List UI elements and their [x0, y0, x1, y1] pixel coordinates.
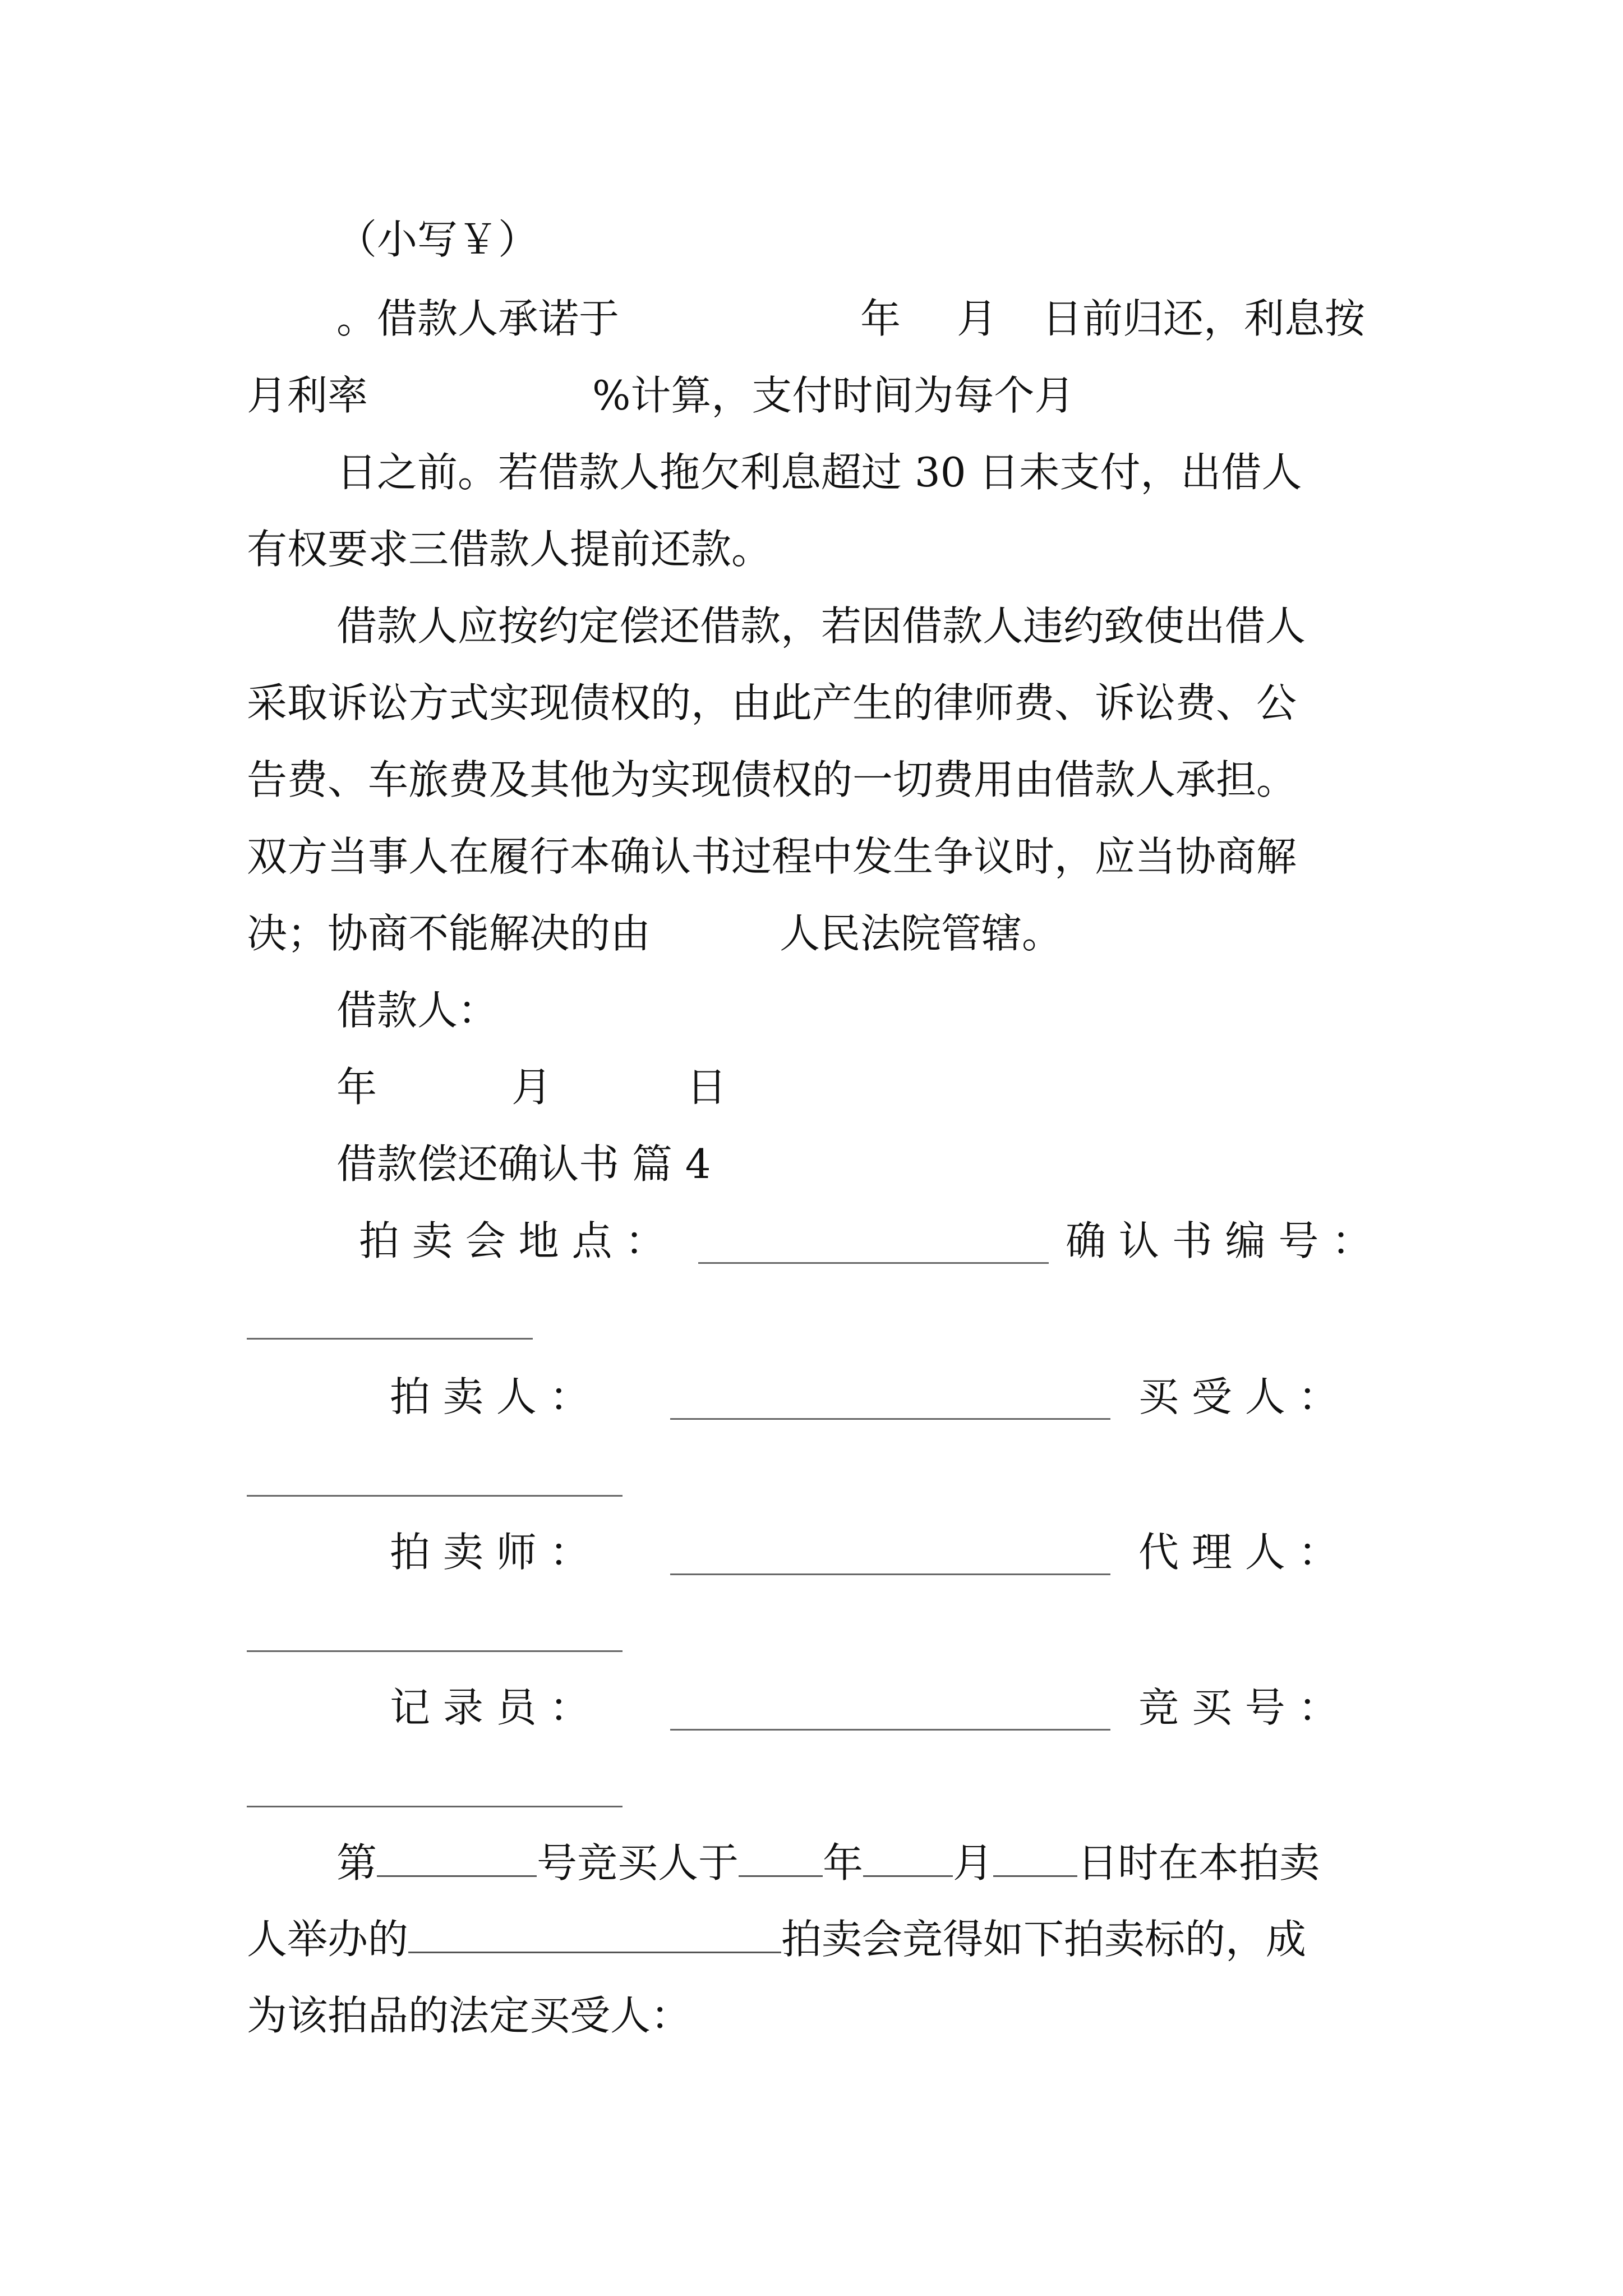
repay-para-line-2 — [247, 678, 1297, 728]
date-month-label: 月 — [511, 1064, 552, 1111]
promise-year-label: 年 — [860, 295, 901, 342]
rate-line — [247, 370, 1075, 421]
auction-master-row — [390, 1527, 590, 1577]
venue-row — [359, 1216, 665, 1266]
statement-3: 为该拍品的法定买受人： — [247, 1992, 691, 2039]
repay-text-1: 借款人应按约定偿还借款，若因借款人违约致使出借人 — [336, 602, 1306, 650]
before-line-2 — [247, 524, 772, 574]
statement-month-blank — [863, 1842, 953, 1877]
auction-venue-blank — [698, 1262, 1049, 1264]
dispute-para-line-1 — [247, 831, 1297, 882]
statement-line-2 — [247, 1914, 1306, 1964]
section-heading-text: 借款偿还确认书 篇 4 — [336, 1140, 711, 1188]
repay-text-2: 采取诉讼方式实现债权的，由此产生的律师费、诉讼费、公 — [247, 679, 1297, 726]
bid-no-label: 竞 买 号 ： — [1138, 1684, 1339, 1731]
borrower-signature-line — [336, 985, 498, 1036]
recorder-blank — [670, 1729, 1110, 1731]
date-line — [336, 1062, 727, 1112]
dispute-text-2a: 决；协商不能解决的由 — [247, 910, 651, 957]
before-line-1 — [336, 447, 1302, 498]
repay-text-3: 告费、车旅费及其他为实现债权的一切费用由借款人承担。 — [247, 756, 1297, 803]
statement-2b: 拍卖会竞得如下拍卖标的，成 — [781, 1916, 1307, 1963]
statement-line-1 — [336, 1838, 1320, 1888]
repay-para-line-1 — [336, 601, 1306, 651]
promise-text-b: 日前归还，利息按 — [1042, 295, 1366, 342]
recorder-label: 记 录 员 ： — [390, 1684, 590, 1731]
statement-2a: 人举办的 — [247, 1916, 409, 1963]
bid-no-row — [1138, 1682, 1339, 1733]
borrower-label: 借款人： — [336, 987, 499, 1034]
promise-text-a: 。借款人承诺于 — [336, 295, 620, 342]
before-text-a: 日之前。若借款人拖欠利息超过 30 日未支付，出借人 — [336, 449, 1302, 496]
statement-1c: 年 — [823, 1839, 864, 1887]
before-text-b: 有权要求三借款人提前还款。 — [247, 526, 772, 573]
auctioneer-label: 拍 卖 人 ： — [390, 1373, 590, 1420]
bid-no-blank — [247, 1806, 623, 1807]
auction-master-blank — [670, 1573, 1110, 1575]
promise-line — [336, 293, 1365, 344]
agent-row — [1138, 1527, 1339, 1577]
statement-1b: 号竞买人于 — [537, 1839, 739, 1887]
auction-name-blank — [408, 1918, 781, 1953]
confirmation-no-row — [1066, 1216, 1372, 1266]
agent-label: 代 理 人 ： — [1138, 1529, 1339, 1576]
repay-para-line-3 — [247, 754, 1297, 805]
buyer-blank — [247, 1495, 623, 1497]
auction-venue-label: 拍 卖 会 地 点 ： — [359, 1217, 666, 1264]
lowercase-amount-text: （小写￥） — [336, 216, 539, 263]
agent-blank — [247, 1650, 623, 1652]
statement-line-3 — [247, 1990, 691, 2041]
lowercase-amount-line — [336, 214, 538, 265]
dispute-text-2b: 人民法院管辖。 — [780, 910, 1063, 957]
date-day-label: 日 — [686, 1064, 727, 1111]
auctioneer-row — [390, 1372, 590, 1422]
promise-month-label: 月 — [957, 295, 998, 342]
statement-1e: 日时在本拍卖 — [1077, 1839, 1320, 1887]
confirmation-no-blank — [247, 1338, 533, 1340]
statement-day-blank — [993, 1842, 1077, 1877]
auction-master-label: 拍 卖 师 ： — [390, 1529, 590, 1576]
bidder-number-blank — [377, 1842, 537, 1877]
auctioneer-blank — [670, 1418, 1110, 1420]
buyer-label: 买 受 人 ： — [1138, 1373, 1339, 1420]
date-year-label: 年 — [336, 1064, 377, 1111]
statement-1a: 第 — [336, 1839, 377, 1887]
confirmation-no-label: 确 认 书 编 号 ： — [1066, 1217, 1372, 1264]
statement-1d: 月 — [953, 1839, 994, 1887]
dispute-text-1: 双方当事人在履行本确认书过程中发生争议时，应当协商解 — [247, 833, 1297, 880]
dispute-para-line-2 — [247, 908, 1062, 959]
recorder-row — [390, 1682, 590, 1733]
buyer-row — [1138, 1372, 1339, 1422]
section-heading — [336, 1139, 711, 1189]
rate-text-b: %计算，支付时间为每个月 — [592, 372, 1075, 419]
rate-text-a: 月利率 — [247, 372, 368, 419]
statement-year-blank — [739, 1842, 823, 1877]
